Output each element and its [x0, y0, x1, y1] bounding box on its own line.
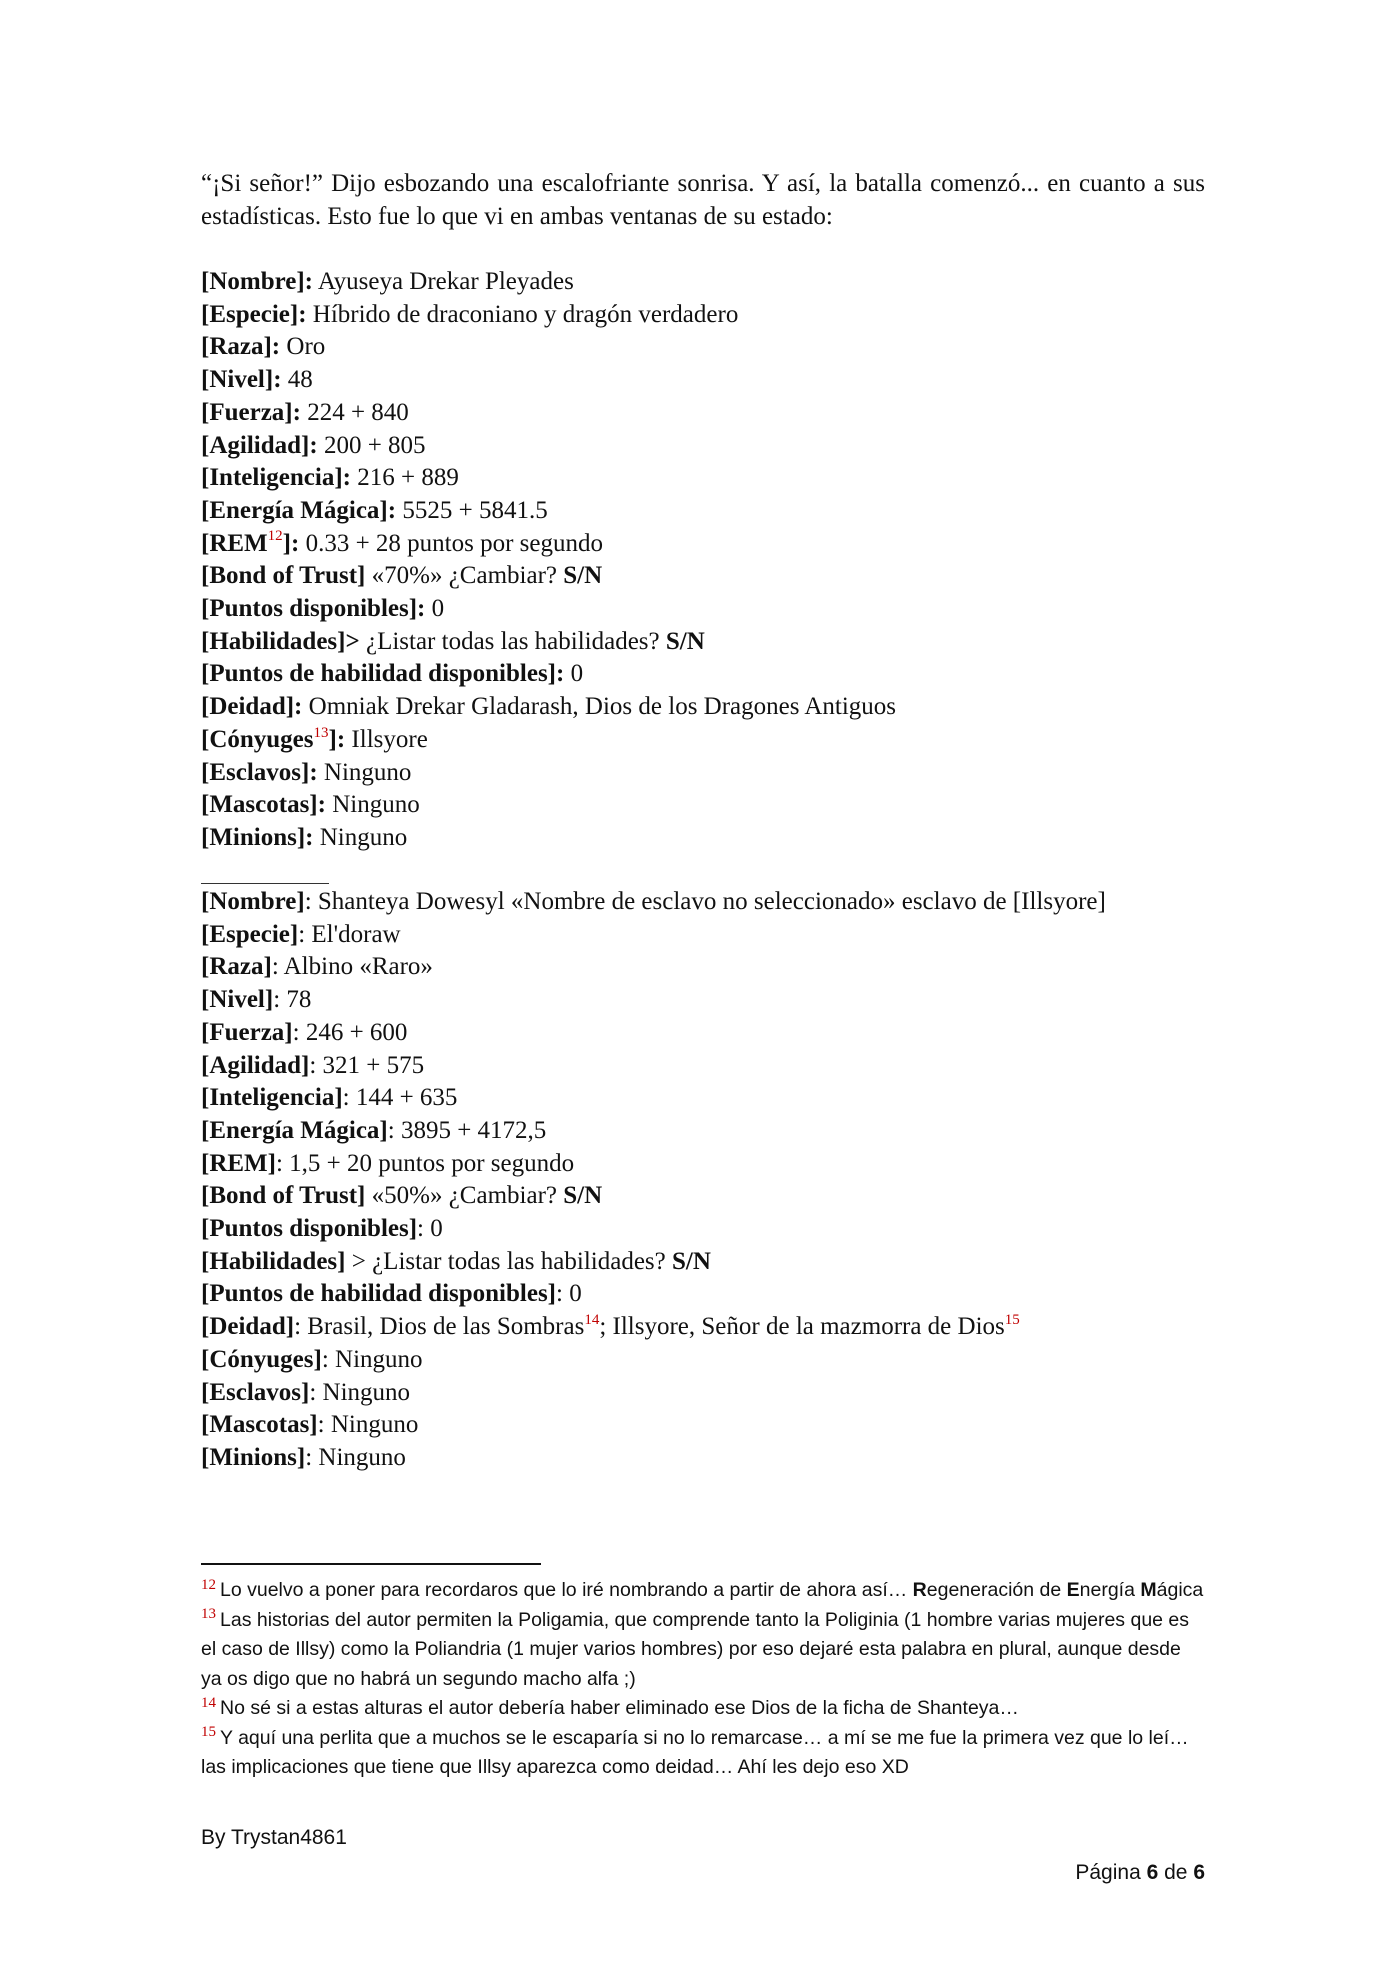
author-credit: By Trystan4861 — [201, 1826, 347, 1849]
stat-line — [201, 951, 1205, 984]
stat-value: : 321 + 575 — [309, 1051, 425, 1079]
block-divider — [201, 883, 329, 884]
stat-value: : 0 — [556, 1280, 582, 1308]
stat-line — [201, 822, 1205, 855]
stat-line — [201, 364, 1205, 397]
stat-value: 5525 + 5841.5 — [396, 496, 548, 524]
stat-line — [201, 1311, 1205, 1344]
choice-yes-no: S/N — [665, 627, 705, 655]
stat-value: Ninguno — [325, 791, 420, 819]
stat-value: : Ninguno — [321, 1345, 423, 1373]
footnote-ref: 12 — [267, 528, 283, 545]
stat-line — [201, 1017, 1205, 1050]
stat-label: [Raza]: — [201, 333, 281, 361]
stat-line — [201, 1148, 1205, 1181]
footnote-number: 15 — [201, 1724, 216, 1740]
stat-line — [201, 495, 1205, 528]
stat-label: [Agilidad]: — [201, 431, 318, 459]
stat-label: [Puntos de habilidad disponibles]: — [201, 660, 565, 688]
stat-line — [201, 1180, 1205, 1213]
stat-label: [Especie] — [201, 920, 299, 948]
stat-value: : Shanteya Dowesyl «Nombre de esclavo no seleccionado» esclavo de [Illsyore] — [304, 888, 1106, 915]
stat-value: : El'doraw — [298, 920, 401, 948]
stat-line — [201, 1082, 1205, 1115]
stat-label: [Especie]: — [201, 300, 307, 328]
stat-label: [Raza] — [201, 953, 272, 981]
stat-value: «50%» ¿Cambiar? — [365, 1182, 564, 1210]
stat-value: : Brasil, Dios de las Sombras — [294, 1313, 585, 1341]
stat-label: [Nombre]: — [201, 268, 313, 295]
stat-label: [Minions]: — [201, 823, 314, 851]
stat-label: [Cónyuges — [201, 725, 314, 753]
stat-label: [Puntos disponibles]: — [201, 595, 426, 623]
stat-label: ]: — [282, 529, 300, 557]
stat-value: ¿Listar todas las habilidades? — [359, 627, 666, 655]
stat-label: [Nivel] — [201, 986, 274, 1014]
stat-value: 224 + 840 — [300, 398, 409, 426]
stat-line — [201, 1377, 1205, 1410]
stat-label: [Bond of Trust] — [201, 1182, 366, 1210]
stat-value: > ¿Listar todas las habilidades? — [345, 1247, 672, 1275]
footnote-15: $^{15}$ Y aquí una perlita que a muchos se le escaparía si no lo remarcase… a mí se me fue la primera vez que lo leí… las implicaciones que tiene que Illsy aparezca como deidad… Ahí les dejo eso XD — [201, 1724, 1189, 1778]
footnote-number: 13 — [201, 1606, 216, 1622]
stat-line — [201, 919, 1205, 952]
stat-line — [201, 984, 1205, 1017]
stat-line — [201, 430, 1205, 463]
stat-value: : 1,5 + 20 puntos por segundo — [275, 1149, 575, 1177]
stat-line — [201, 1050, 1205, 1083]
stat-label: [Deidad]: — [201, 693, 303, 721]
stat-value: 216 + 889 — [350, 464, 459, 492]
stat-label: [Habilidades] — [201, 1247, 346, 1275]
stat-line — [201, 626, 1205, 659]
stat-label: [Bond of Trust] — [201, 562, 366, 590]
footnote-ref: 13 — [313, 724, 329, 741]
stat-label: [REM — [201, 529, 268, 557]
stat-label: [Habilidades]> — [201, 627, 360, 655]
stat-label: [Inteligencia]: — [201, 464, 351, 492]
stat-label: [REM] — [201, 1149, 276, 1177]
stat-line — [201, 1278, 1205, 1311]
stat-line — [201, 757, 1205, 790]
stat-label: [Energía Mágica]: — [201, 496, 397, 524]
stat-label: [Cónyuges] — [201, 1345, 322, 1373]
stat-label: [Esclavos] — [201, 1378, 310, 1406]
stat-value: Oro — [280, 333, 326, 361]
footnote-ref: 15 — [1004, 1311, 1020, 1328]
stat-value: : Ninguno — [305, 1443, 406, 1471]
footnote-14: $^{14}$ No sé si a estas alturas el autor debería haber eliminado ese Dios de la ficha de Shanteya… — [201, 1694, 1019, 1719]
stat-value: Ninguno — [313, 823, 408, 851]
status-window-ayuseya — [201, 266, 1205, 855]
stat-line — [201, 1442, 1205, 1475]
stat-label: [Nivel]: — [201, 366, 282, 394]
stat-line — [201, 299, 1205, 332]
stat-line — [201, 1246, 1205, 1279]
stat-value: 0.33 + 28 puntos por segundo — [299, 529, 603, 557]
footnote-rule — [201, 1563, 541, 1565]
status-window-shanteya — [201, 886, 1205, 1475]
stat-label: [Minions] — [201, 1443, 306, 1471]
stat-value: 0 — [564, 660, 584, 688]
stat-label: [Energía Mágica] — [201, 1116, 388, 1144]
footnote-number: 14 — [201, 1694, 216, 1711]
footnote-number: 12 — [201, 1576, 216, 1593]
stat-line — [201, 1344, 1205, 1377]
stat-line — [201, 331, 1205, 364]
stat-label: [Esclavos]: — [201, 758, 318, 786]
stat-line — [201, 528, 1205, 561]
stat-label: ]: — [328, 725, 346, 753]
stat-label: [Mascotas] — [201, 1411, 318, 1439]
stat-value: ; Illsyore, Señor de la mazmorra de Dios — [599, 1313, 1005, 1341]
choice-yes-no: S/N — [563, 562, 603, 590]
stat-line — [201, 266, 1205, 299]
stat-value: : Ninguno — [309, 1378, 411, 1406]
stat-line — [201, 1115, 1205, 1148]
stat-label: [Deidad] — [201, 1313, 295, 1341]
stat-line — [201, 724, 1205, 757]
stat-line — [201, 1409, 1205, 1442]
stat-value: : 3895 + 4172,5 — [387, 1116, 547, 1144]
stat-line — [201, 1213, 1205, 1246]
stat-label: [Fuerza] — [201, 1018, 293, 1046]
stat-line — [201, 462, 1205, 495]
stat-label: [Nombre] — [201, 888, 305, 915]
stat-value: 48 — [281, 366, 313, 394]
stat-value: Ayuseya Drekar Pleyades — [313, 268, 574, 295]
stat-value: : Ninguno — [317, 1411, 419, 1439]
footnote-12: $^{12}$ Lo vuelvo a poner para recordaros que lo iré nombrando a partir de ahora así… Regeneración de Energía Mágica — [201, 1576, 1204, 1601]
choice-yes-no: S/N — [672, 1247, 711, 1275]
stat-line — [201, 886, 1205, 919]
stat-label: [Mascotas]: — [201, 791, 326, 819]
stat-label: [Puntos de habilidad disponibles] — [201, 1280, 556, 1308]
stat-value: : 0 — [417, 1215, 443, 1243]
stat-value: 0 — [425, 595, 445, 623]
stat-line — [201, 658, 1205, 691]
stat-value: Híbrido de draconiano y dragón verdadero — [306, 300, 739, 328]
stat-value: : 144 + 635 — [342, 1084, 458, 1112]
stat-label: [Inteligencia] — [201, 1084, 343, 1112]
stat-value: Illsyore — [345, 725, 428, 753]
stat-value: «70%» ¿Cambiar? — [365, 562, 564, 590]
stat-label: [Agilidad] — [201, 1051, 310, 1079]
stat-line — [201, 397, 1205, 430]
stat-value: Ninguno — [317, 758, 412, 786]
stat-label: [Puntos disponibles] — [201, 1215, 418, 1243]
intro-paragraph: “¡Si señor!” Dijo esbozando una escalofriante sonrisa. Y así, la batalla comenzó... en cuanto a sus estadísticas. Esto fue lo que vi en ambas ventanas de su estado: — [201, 170, 1205, 230]
stat-value: : 246 + 600 — [292, 1018, 408, 1046]
page-number: Página 6 de 6 — [1075, 1861, 1205, 1884]
footnote-ref: 14 — [584, 1311, 600, 1328]
footnote-13: $^{13}$ Las historias del autor permiten la Poligamia, que comprende tanto la Poliginia (1 hombre varias mujeres que es el caso de Illsy) como la Poliandria (1 mujer varios hombres) por eso dejaré esta palabra en plural, aunque desde ya os digo que no habrá un segundo macho alfa ;) — [201, 1606, 1190, 1690]
stat-value: : 78 — [273, 986, 312, 1014]
stat-value: 200 + 805 — [317, 431, 426, 459]
stat-line — [201, 691, 1205, 724]
stat-label: [Fuerza]: — [201, 398, 301, 426]
stat-value: : Albino «Raro» — [271, 953, 433, 981]
stat-line — [201, 560, 1205, 593]
stat-line — [201, 789, 1205, 822]
choice-yes-no: S/N — [563, 1182, 603, 1210]
footnotes — [201, 1576, 1205, 1783]
stat-line — [201, 593, 1205, 626]
stat-value: Omniak Drekar Gladarash, Dios de los Dragones Antiguos — [302, 693, 897, 721]
